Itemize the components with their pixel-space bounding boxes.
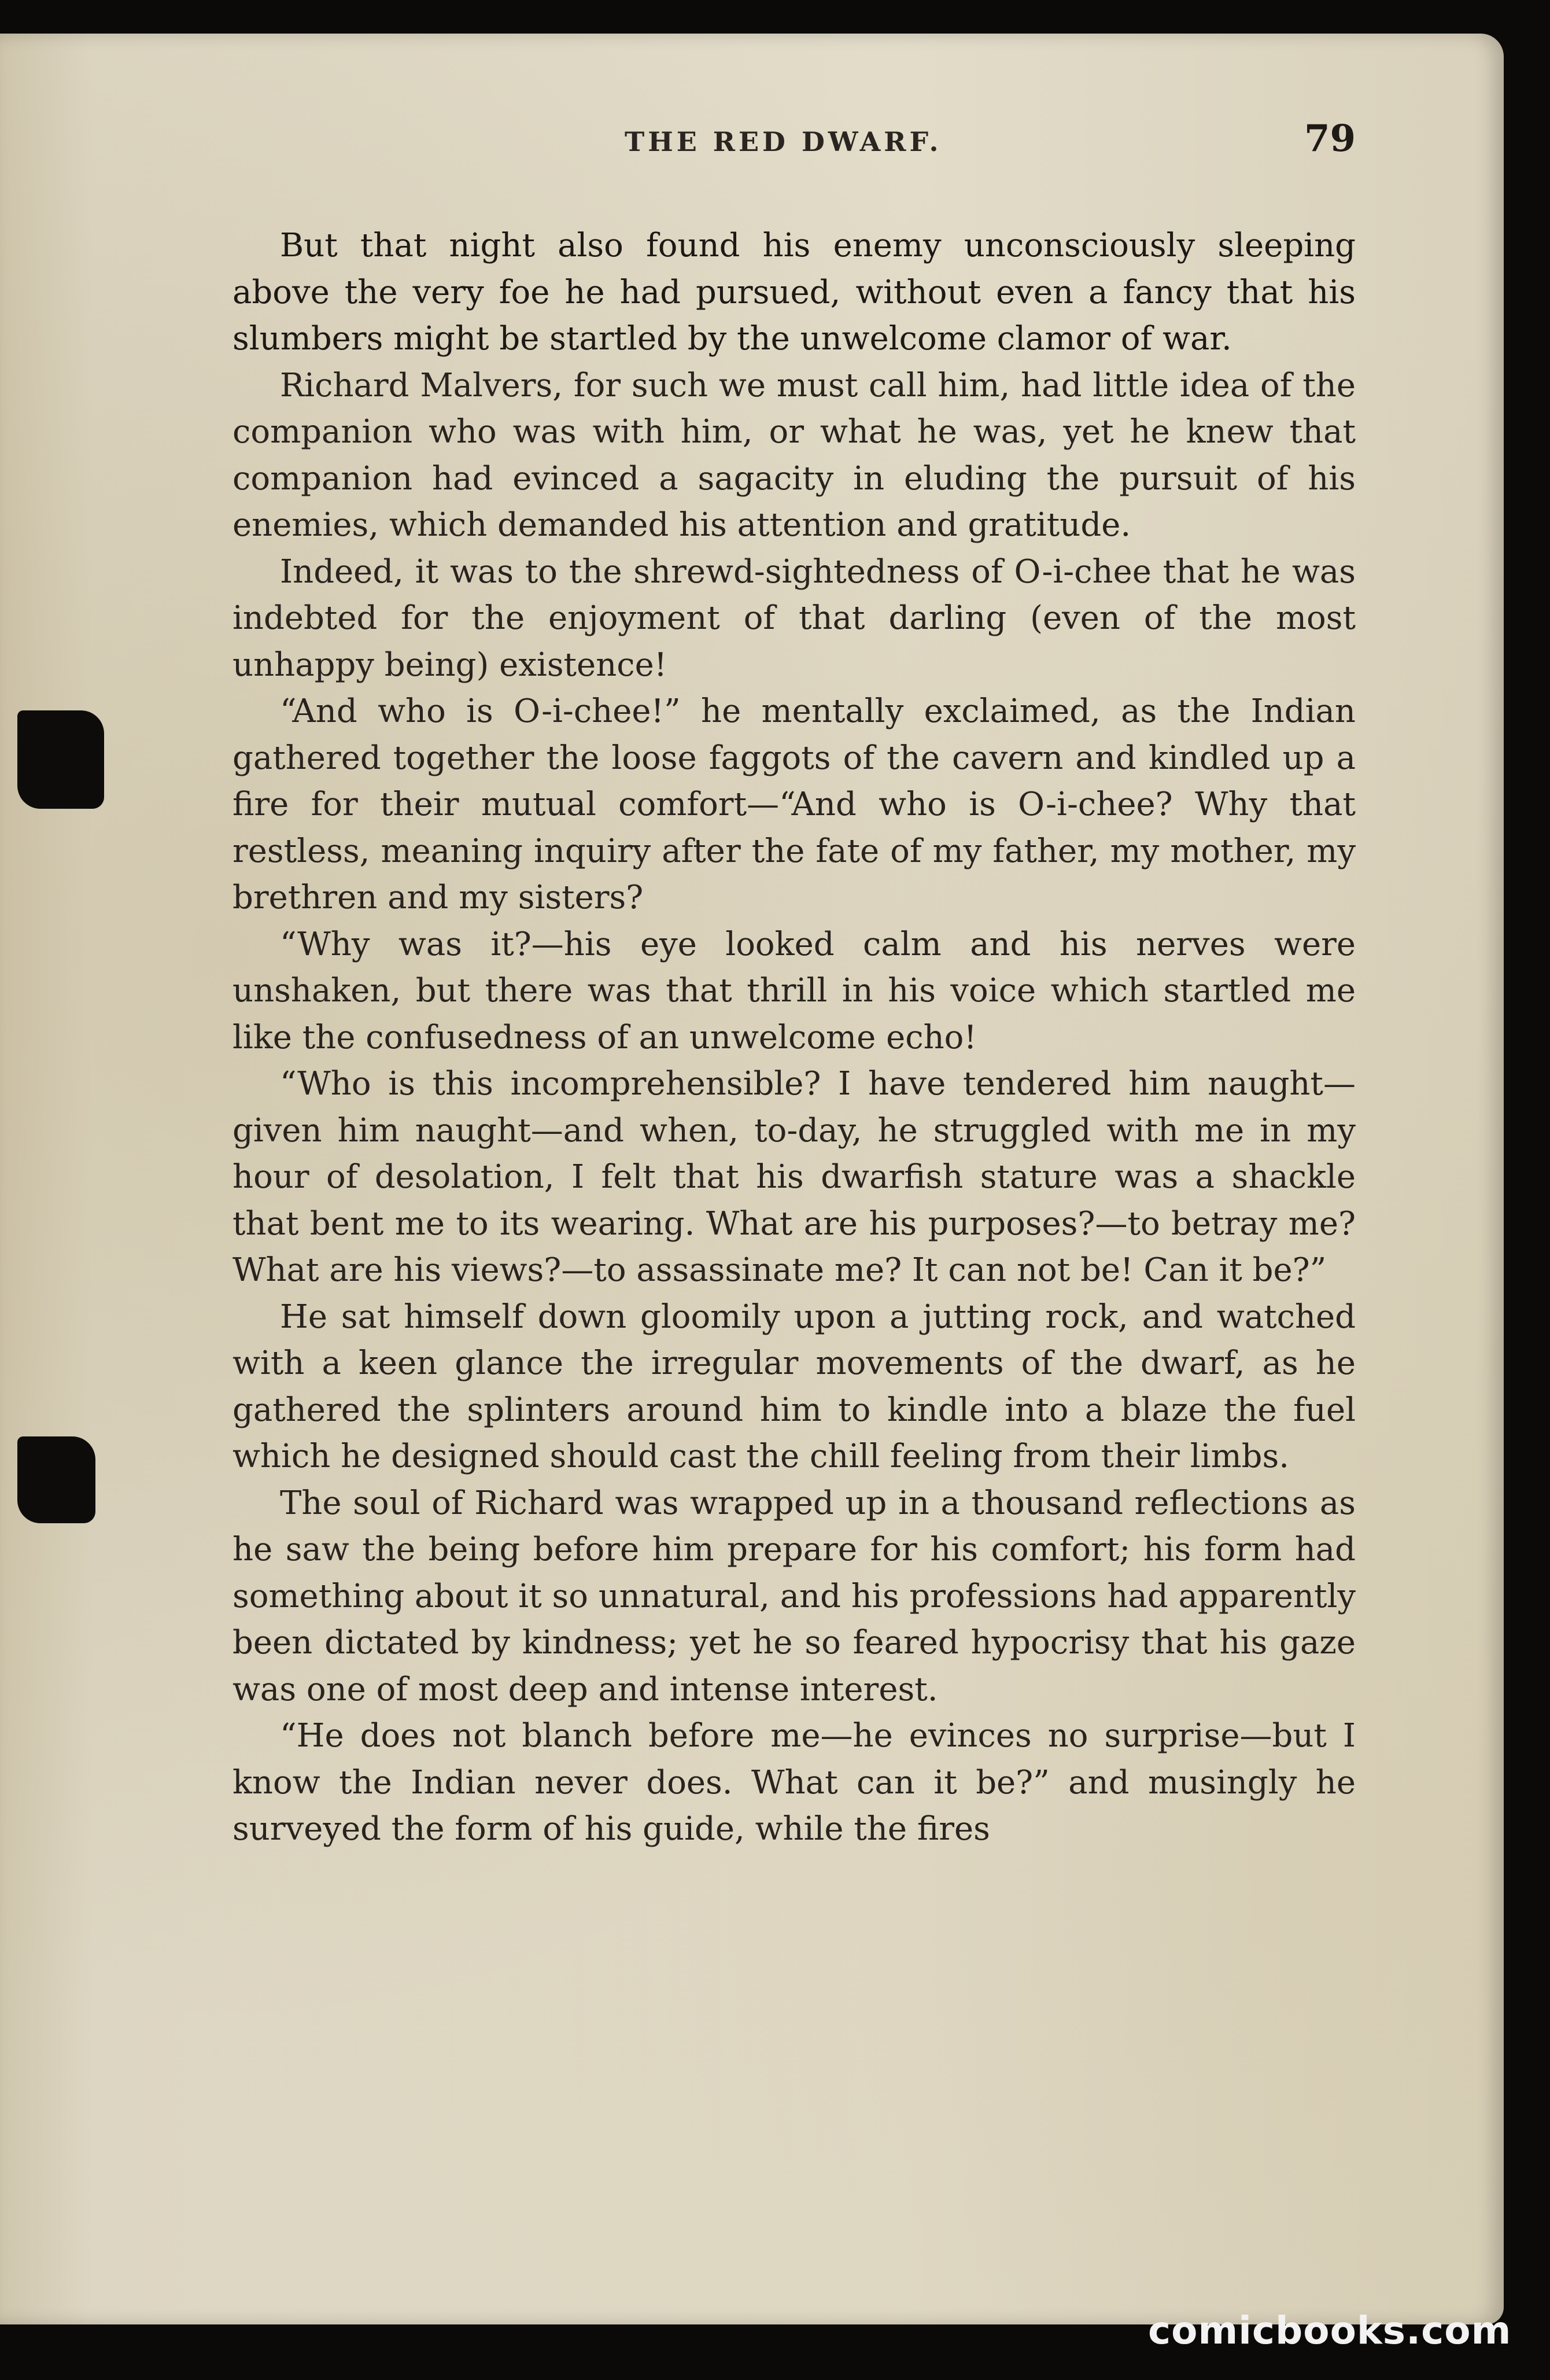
paragraph: “He does not blanch before me—he evinces no surprise—but I know the Indian never does. What can it be?” and musingly he surveyed the form of his guide, while the fires (232, 1717, 1356, 1848)
watermark: comicbooks.com (1148, 2308, 1512, 2353)
paragraph: But that night also found his enemy unconsciously sleeping above the very foe he had pursued, without even a fancy that his slumbers might be startled by the unwelcome clamor of war. (232, 227, 1356, 358)
page-number: 79 (1304, 117, 1356, 160)
paragraph: “And who is O-i-chee!” he mentally exclaimed, as the Indian gathered together the loose faggots of the cavern and kindled up a fire for their mutual comfort—“And who is O-i-chee? Why that restless, meaning inquiry after the fate of my father, my mother, my brethren and my sisters? (232, 692, 1356, 916)
running-head: THE RED DWARF. (625, 126, 942, 157)
paragraph: “Why was it?—his eye looked calm and his nerves were unshaken, but there was that thrill in his voice which startled me like the confusedness of an unwelcome echo! (232, 925, 1356, 1056)
binding-tab-bottom (17, 1436, 95, 1523)
paragraph: “Who is this incomprehensible? I have tendered him naught—given him naught—and when, to-day, he struggled with me in my hour of desolation, I felt that his dwarfish stature was a shackle that bent me to its wearing. What are his purposes?—to betray me? What are his views?—to assassinate me? It can not be! Can it be?” (232, 1065, 1356, 1289)
paragraph: Richard Malvers, for such we must call him, had little idea of the companion who was with him, or what he was, yet he knew that companion had evinced a sagacity in eluding the pursuit of his enemies, which demanded his attention and gratitude. (232, 366, 1356, 544)
paragraph: Indeed, it was to the shrewd-sightedness of O-i-chee that he was indebted for the enjoyment of that darling (even of the most unhappy being) existence! (232, 552, 1356, 684)
binding-tab-top (17, 710, 104, 809)
paragraph: He sat himself down gloomily upon a jutting rock, and watched with a keen glance the irregular movements of the dwarf, as he gathered the splinters around him to kindle into a blaze the fuel which he designed should cast the chill feeling from their limbs. (232, 1298, 1356, 1475)
paragraph: The soul of Richard was wrapped up in a thousand reflections as he saw the being before him prepare for his comfort; his form had something about it so unnatural, and his professions had apparently been dictated by kindness; yet he so feared hypocrisy that his gaze was one of most deep and intense interest. (232, 1484, 1356, 1708)
body-text (232, 223, 1356, 1853)
